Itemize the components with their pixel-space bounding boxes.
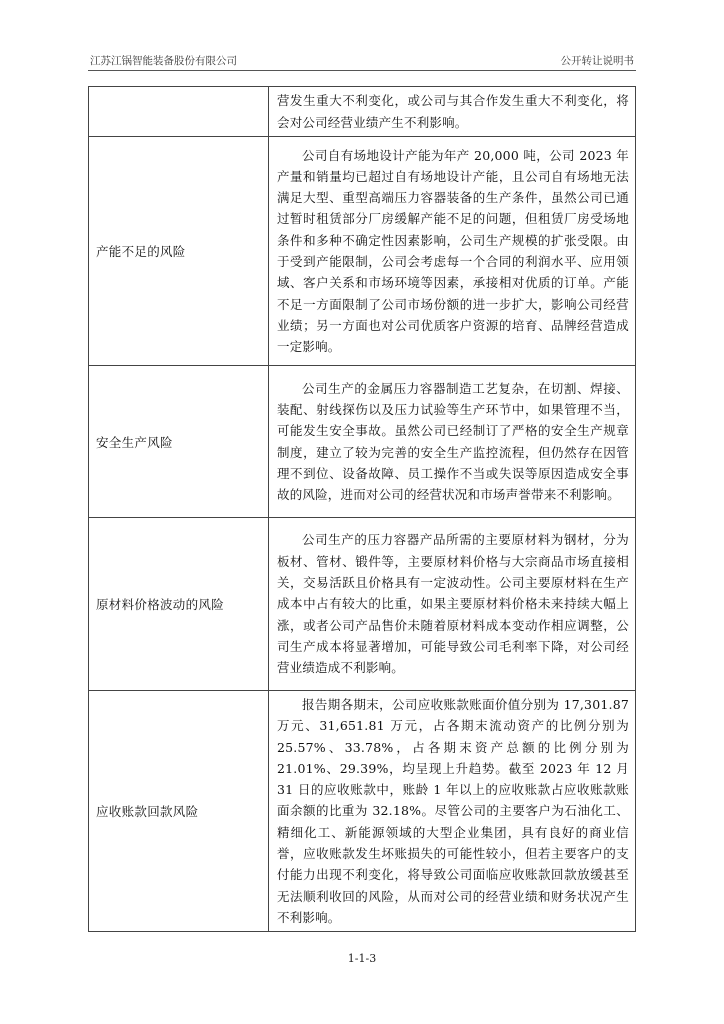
risk-name-cell: 原材料价格波动的风险 <box>89 518 269 691</box>
risk-name-cell: 应收账款回款风险 <box>89 691 269 932</box>
header-document-type: 公开转让说明书 <box>560 55 634 67</box>
risk-description-cell <box>269 87 636 137</box>
risk-description-cell <box>269 366 636 518</box>
table-row <box>89 366 636 518</box>
table-row <box>89 691 636 932</box>
header-company-name: 江苏江锅智能装备股份有限公司 <box>90 55 237 67</box>
risk-description-text: 公司生产的金属压力容器制造工艺复杂，在切割、焊接、装配、射线探伤以及压力试验等生产环节中，如果管理不当，可能发生安全事故。虽然公司已经制订了严格的安全生产规章制度，建立了较为完善的安全生产监控流程，但仍然存在因管理不到位、设备故障、员工操作不当或失误等原因造成安全事故的风险，进而对公司的经营状况和市场声誉带来不利影响。 <box>277 380 629 503</box>
risk-description-text: 公司自有场地设计产能为年产 20,000 吨，公司 2023 年产量和销量均已超过自有场地设计产能，且公司自有场地无法满足大型、重型高端压力容器装备的生产条件，虽然公司已通过暂时租赁部分厂房缓解产能不足的问题，但租赁厂房受场地条件和多种不确定性因素影响，公司生产规模的扩张受限。由于受到产能限制，公司会考虑每一个合同的利润水平、应用领域、客户关系和市场环境等因素，承接相对优质的订单。产能不足一方面限制了公司市场份额的进一步扩大，影响公司经营业绩；另一方面也对公司优质客户资源的培育、品牌经营造成一定影响。 <box>277 147 629 355</box>
page-number: 1-1-3 <box>347 952 377 965</box>
table-row <box>89 87 636 137</box>
risk-name-cell <box>89 87 269 137</box>
risk-description-cell <box>269 518 636 691</box>
risk-description-cell <box>269 691 636 932</box>
page-header <box>88 52 636 71</box>
risk-name-cell: 产能不足的风险 <box>89 137 269 366</box>
table-row <box>89 518 636 691</box>
risk-description-cell <box>269 137 636 366</box>
risk-description-text: 报告期各期末，公司应收账款账面价值分别为 17,301.87 万元、31,651.81 万元，占各期末流动资产的比例分别为 25.57%、33.78%，占各期末资产总额的比例分别为 21.01%、29.39%，均呈现上升趋势。截至 2023 年 12 月 31 日的应收账款中，账龄 1 年以上的应收账款占应收账款账面余额的比重为 32.18%。尽管公司的主要客户为石油化工、精细化工、新能源领域的大型企业集团，具有良好的商业信誉，应收账款发生坏账损失的可能性较小，但若主要客户的支付能力出现不利变化，将导致公司面临应收账款回款放缓甚至无法顺利收回的风险，从而对公司的经营业绩和财务状况产生不利影响。 <box>277 697 629 925</box>
risk-description-text: 营发生重大不利变化，或公司与其合作发生重大不利变化，将会对公司经营业绩产生不利影响。 <box>277 93 629 130</box>
table-row <box>89 137 636 366</box>
risk-description-text: 公司生产的压力容器产品所需的主要原材料为钢材，分为板材、管材、锻件等，主要原材料价格与大宗商品市场直接相关，交易活跃且价格具有一定波动性。公司主要原材料在生产成本中占有较大的比重，如果主要原材料价格未来持续大幅上涨，或者公司产品售价未随着原材料成本变动作相应调整，公司生产成本将显著增加，可能导致公司毛利率下降，对公司经营业绩造成不利影响。 <box>277 532 629 676</box>
risk-factor-table <box>88 86 636 932</box>
risk-name-cell: 安全生产风险 <box>89 366 269 518</box>
